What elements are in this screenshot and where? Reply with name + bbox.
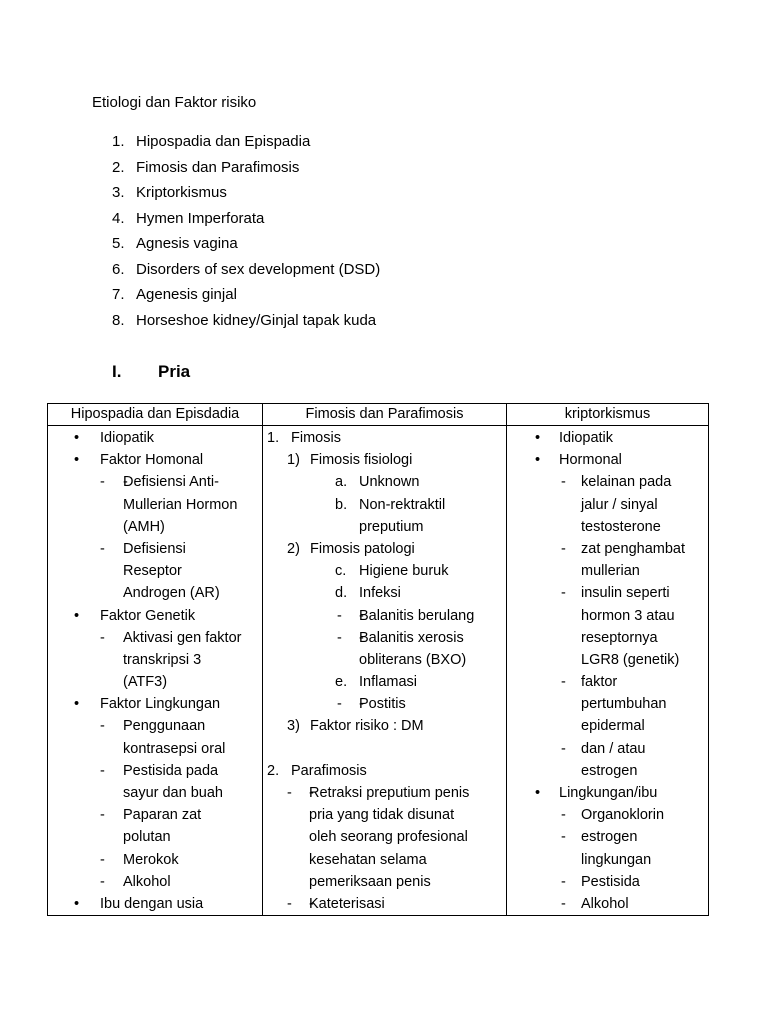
dash-marker: -: [100, 851, 105, 868]
list-item: • Faktor Lingkungan: [48, 693, 262, 715]
dash-marker: -: [561, 540, 566, 557]
list-item: polutan: [123, 829, 171, 846]
list-item: • Faktor Homonal: [48, 449, 262, 471]
dash-marker: - -: [287, 895, 292, 912]
list-item: - dan / atau: [507, 738, 708, 760]
dash-marker: - -: [287, 785, 292, 801]
dash-marker: -: [561, 740, 566, 757]
list-item: - kelainan pada: [507, 471, 708, 493]
list-item: - insulin seperti: [507, 582, 708, 604]
list-item: Mullerian Hormon: [123, 496, 238, 513]
list-item: d. Infeksi: [335, 585, 401, 602]
cell-fimosis: [263, 426, 507, 916]
dash-marker: -: [561, 829, 566, 846]
list-item: 8. Horseshoe kidney/Ginjal tapak kuda: [112, 311, 377, 329]
list-item: epidermal: [581, 718, 645, 735]
list-item: 1) Fimosis fisiologi: [287, 452, 413, 469]
dash-marker: -: [100, 629, 105, 646]
list-item: - Alkohol: [507, 893, 708, 915]
list-item: - faktor: [507, 671, 708, 693]
dash-marker: -: [100, 540, 105, 557]
list-item: mullerian: [581, 563, 640, 580]
list-item: kontrasepsi oral: [123, 740, 226, 757]
list-item: - Aktivasi gen faktor: [48, 627, 262, 649]
list-item: - - Postitis: [263, 693, 506, 715]
list-item: 6. Disorders of sex development (DSD): [112, 260, 381, 278]
list-item: 7. Agenesis ginjal: [112, 286, 237, 303]
list-item: obliterans (BXO): [359, 651, 467, 668]
dash-marker: -: [561, 873, 566, 890]
list-item: 2) Fimosis patologi: [287, 540, 415, 557]
list-item: - - Balanitis xerosis: [263, 627, 506, 649]
cell-hipospadia: [48, 426, 263, 916]
dash-marker: -: [561, 474, 566, 491]
list-item: reseptornya: [581, 629, 658, 646]
list-item: jalur / sinyal: [581, 496, 658, 513]
list-item: pertumbuhan: [581, 696, 667, 713]
list-item: sayur dan buah: [123, 785, 223, 801]
list-item: kesehatan selama: [309, 851, 427, 868]
section-heading: [112, 362, 190, 382]
cell-kriptorkismus: [507, 426, 709, 916]
list-item: - Pestisida pada: [48, 760, 262, 782]
dash-marker: - -: [100, 474, 105, 491]
dash-marker: - -: [337, 696, 342, 713]
dash-marker: -: [100, 762, 105, 779]
dash-marker: -: [561, 807, 566, 824]
list-item: • Idiopatik: [507, 427, 708, 449]
table-header-row: [48, 404, 709, 426]
list-item: - estrogen: [507, 826, 708, 848]
list-item: LGR8 (genetik): [581, 651, 680, 668]
list-item: pria yang tidak disunat: [309, 807, 455, 824]
list-item: oleh seorang profesional: [309, 829, 468, 846]
list-item: • Faktor Genetik: [48, 605, 262, 627]
list-item: preputium: [359, 518, 424, 535]
column-header-hipospadia: Hipospadia dan Episdadia: [48, 404, 263, 426]
dash-marker: -: [561, 585, 566, 602]
list-item: 3) Faktor risiko : DM: [287, 718, 424, 735]
list-item: b. Non-rektraktil: [335, 496, 446, 513]
etiology-list: [112, 132, 380, 336]
list-item: - Defisiensi: [48, 538, 262, 560]
list-item: Reseptor: [123, 563, 182, 580]
list-item: - - Balanitis berulang: [263, 605, 506, 627]
list-item: a. Unknown: [335, 474, 420, 491]
list-item: • Ibu dengan usia: [48, 893, 262, 915]
list-item: • Idiopatik: [48, 427, 262, 449]
list-item: (ATF3): [123, 674, 168, 691]
list-item: estrogen: [581, 762, 638, 779]
list-item: - Merokok: [48, 849, 262, 871]
list-item: - zat penghambat: [507, 538, 708, 560]
dash-marker: - -: [337, 629, 342, 646]
column-header-kriptorkismus: kriptorkismus: [507, 404, 709, 426]
table-row: [48, 426, 709, 916]
list-item: - Organoklorin: [507, 804, 708, 826]
list-item: transkripsi 3: [123, 651, 202, 668]
list-item: 3. Kriptorkismus: [112, 184, 227, 201]
list-item: 5. Agnesis vagina: [112, 235, 238, 252]
list-item: testosterone: [581, 518, 661, 535]
list-item: e. Inflamasi: [335, 674, 418, 691]
section-number: I.: [112, 362, 122, 381]
list-item: - Alkohol: [48, 871, 262, 893]
list-item: - Pestisida: [507, 871, 708, 893]
page-title: Etiologi dan Faktor risiko: [92, 94, 257, 111]
list-item: lingkungan: [581, 851, 652, 868]
list-item: 4. Hymen Imperforata: [112, 209, 265, 227]
dash-marker: -: [100, 718, 105, 735]
list-item: - Penggunaan: [48, 715, 262, 737]
list-item: - - Kateterisasi: [263, 893, 506, 915]
list-item: - - Defisiensi Anti-: [48, 471, 262, 493]
list-item: c. Higiene buruk: [335, 563, 449, 580]
dash-marker: -: [100, 807, 105, 824]
list-item: (AMH): [123, 518, 165, 535]
dash-marker: - -: [337, 607, 342, 624]
etiology-table: [47, 403, 709, 916]
list-item: 2. Parafimosis: [267, 762, 367, 779]
dash-marker: -: [561, 674, 566, 691]
section-title: Pria: [158, 362, 191, 381]
column-header-fimosis: Fimosis dan Parafimosis: [263, 404, 507, 426]
list-item: - Paparan zat: [48, 804, 262, 826]
list-item: 1. Fimosis: [267, 430, 341, 446]
dash-marker: -: [561, 895, 566, 912]
list-item: - - Retraksi preputium penis: [263, 782, 506, 804]
list-item: pemeriksaan penis: [309, 873, 431, 890]
list-item: • Hormonal: [507, 449, 708, 471]
list-item: Androgen (AR): [123, 585, 220, 602]
dash-marker: -: [100, 873, 105, 890]
list-item: • Lingkungan/ibu: [507, 782, 708, 804]
list-item: 1. Hipospadia dan Epispadia: [112, 133, 311, 150]
list-item: 2. Fimosis dan Parafimosis: [112, 158, 300, 176]
list-item: hormon 3 atau: [581, 607, 675, 624]
